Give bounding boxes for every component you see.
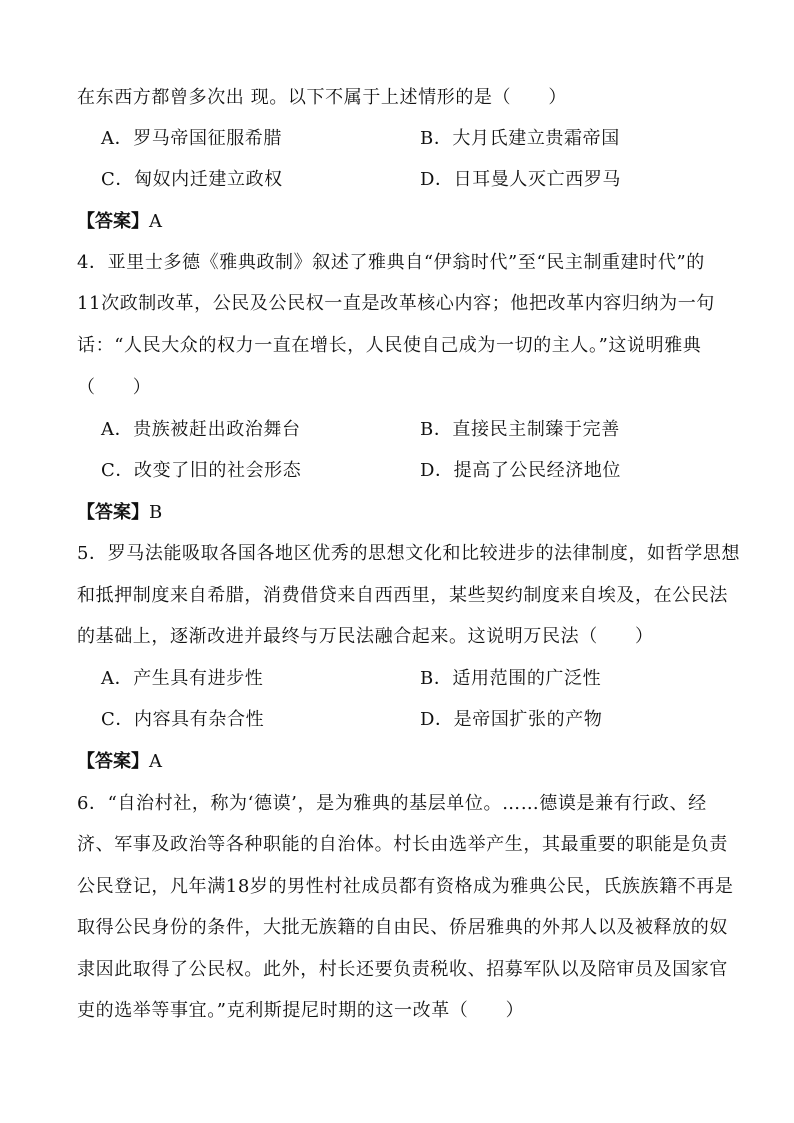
answer-tag: 【答案】 [77, 751, 149, 772]
q5-stem-line-3: 的基础上，逐渐改进并最终与万民法融合起来。这说明万民法（ ） [77, 626, 654, 647]
answer-value: B [149, 502, 163, 523]
q4-option-d[interactable]: D．提高了公民经济地位 [420, 460, 622, 481]
q3-option-a[interactable]: A．罗马帝国征服希腊 [101, 128, 282, 149]
q4-answer [77, 501, 162, 525]
q3-stem-tail: 在东西方都曾多次出 现。以下不属于上述情形的是（ ） [77, 87, 567, 108]
q5-option-a[interactable]: A．产生具有进步性 [101, 668, 264, 689]
answer-value: A [149, 751, 162, 772]
q5-stem-line-2: 和抵押制度来自希腊，消费借贷来自西西里，某些契约制度来自埃及，在公民法 [77, 585, 728, 606]
q3-option-b[interactable]: B．大月氏建立贵霜帝国 [420, 128, 620, 149]
q3-answer [77, 210, 162, 234]
q4-stem-line-4: （ ） [77, 377, 152, 398]
q6-stem-line-6: 吏的选举等事宜。”克利斯提尼时期的这一改革（ ） [77, 1000, 525, 1021]
q5-option-d[interactable]: D．是帝国扩张的产物 [420, 709, 603, 730]
q4-stem-line-1: 4．亚里士多德《雅典政制》叙述了雅典自“伊翁时代”至“民主制重建时代”的 [77, 252, 705, 273]
q6-stem-line-1: 6．“自治村社，称为‘德谟’，是为雅典的基层单位。……德谟是兼有行政、经 [77, 793, 707, 814]
q6-stem-line-3: 公民登记，凡年满18岁的男性村社成员都有资格成为雅典公民，氏族族籍不再是 [77, 876, 734, 897]
q6-stem-line-4: 取得公民身份的条件，大批无族籍的自由民、侨居雅典的外邦人以及被释放的奴 [77, 917, 728, 938]
q4-option-a[interactable]: A．贵族被赶出政治舞台 [101, 419, 301, 440]
q3-option-c[interactable]: C．匈奴内迁建立政权 [101, 169, 283, 190]
q5-stem-line-1: 5．罗马法能吸取各国各地区优秀的思想文化和比较进步的法律制度，如哲学思想 [77, 543, 741, 564]
answer-tag: 【答案】 [77, 502, 149, 523]
q6-stem-line-2: 济、军事及政治等各种职能的自治体。村长由选举产生，其最重要的职能是负责 [77, 834, 728, 855]
q4-stem-line-3: 话：“人民大众的权力一直在增长，人民使自己成为一切的主人。”这说明雅典 [77, 335, 702, 356]
q4-stem-line-2: 11次政制改革，公民及公民权一直是改革核心内容；他把改革内容归纳为一句 [77, 293, 715, 314]
q5-answer [77, 750, 162, 774]
q5-option-c[interactable]: C．内容具有杂合性 [101, 709, 265, 730]
q3-option-d[interactable]: D．日耳曼人灭亡西罗马 [420, 169, 622, 190]
q5-option-b[interactable]: B．适用范围的广泛性 [420, 668, 602, 689]
answer-tag: 【答案】 [77, 211, 149, 232]
q6-stem-line-5: 隶因此取得了公民权。此外，村长还要负责税收、招募军队以及陪审员及国家官 [77, 959, 728, 980]
q4-option-c[interactable]: C．改变了旧的社会形态 [101, 460, 302, 481]
q4-option-b[interactable]: B．直接民主制臻于完善 [420, 419, 620, 440]
answer-value: A [149, 211, 162, 232]
